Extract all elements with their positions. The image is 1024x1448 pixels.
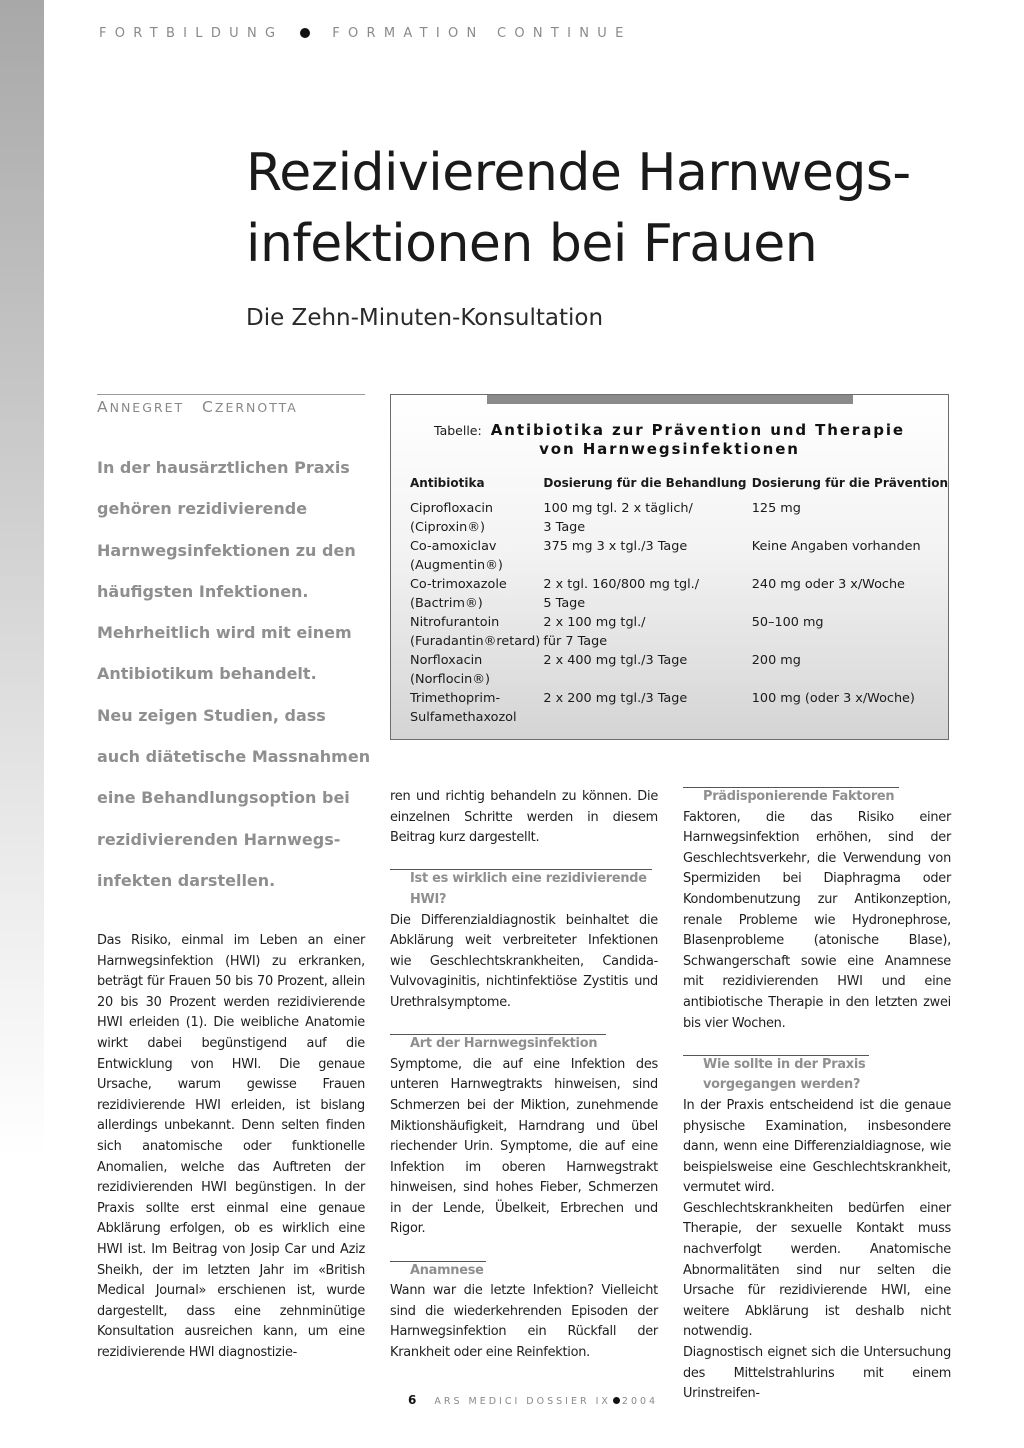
footer-dot-icon — [613, 1397, 620, 1404]
author-first-initial: A — [97, 398, 110, 416]
bullet-dot-icon — [300, 28, 310, 38]
lead-line: Neu zeigen Studien, dass — [97, 705, 326, 725]
section-heading-praedisponierend: Prädisponierende Faktoren — [683, 787, 951, 808]
lead-line: rezidivierenden Harnwegs- — [97, 829, 341, 849]
cell-drug-line: (Bactrim®) — [410, 596, 483, 611]
lead-paragraph — [97, 447, 369, 901]
column-2 — [390, 787, 658, 1364]
table-label: Tabelle: — [434, 423, 482, 438]
cell-prevention-line: 240 mg oder 3 x/Woche — [751, 577, 905, 592]
cell-drug — [410, 651, 543, 689]
author-byline — [97, 394, 365, 416]
lead-line: Harnwegsinfektionen zu den — [97, 540, 356, 560]
cell-treatment — [543, 689, 751, 727]
cell-treatment — [543, 651, 751, 689]
article-title — [246, 138, 1006, 280]
cell-prevention — [752, 689, 948, 727]
cell-drug — [410, 613, 543, 651]
section-body-praxis-2: Geschlechtskrankheiten bedürfen einer Therapie, der sexuelle Kontakt muss nachverfolgt werden. Anatomische Abnormalitäten sind nur selten die Ursache für rezidivierende HWI, eine weitere Abklärung ist deshalb nicht notwendig. — [683, 1200, 951, 1340]
section-body-hwi: Die Differenzialdiagnostik beinhaltet die Abklärung weit verbreiteter Infektionen wie Geschlechtskrankheiten, Candida-Vulvovaginitis, nichtinfektiöse Zystitis und Urethralsymptome. — [390, 912, 658, 1010]
cell-drug-line: (Furadantin®retard) — [410, 634, 541, 649]
table-header-row — [410, 474, 948, 499]
cell-drug-line: Nitrofurantoin — [410, 615, 500, 630]
header-prevention: Dosierung für die Prävention — [751, 476, 948, 490]
author-last-rest: ZERNOTTA — [214, 400, 298, 415]
cell-treatment — [543, 499, 751, 537]
cell-prevention-line: Keine Angaben vorhanden — [751, 539, 921, 554]
header-drug: Antibiotika — [410, 476, 485, 490]
cell-treatment-line: 375 mg 3 x tgl./3 Tage — [543, 539, 688, 554]
page-footer — [408, 1393, 658, 1407]
kicker-right: FORMATION CONTINUE — [332, 26, 632, 41]
column-1 — [97, 931, 365, 1363]
antibiotics-table — [410, 474, 948, 727]
lead-line: Antibiotikum behandelt. — [97, 664, 317, 684]
cell-treatment — [543, 537, 751, 575]
table-row — [410, 613, 948, 651]
article-subtitle: Die Zehn-Minuten-Konsultation — [246, 305, 604, 331]
table-tab-decoration — [487, 395, 853, 404]
cell-drug — [410, 499, 543, 537]
section-body-praxis-1: In der Praxis entscheidend ist die genaue physische Examination, insbesondere dann, wenn eine Differenzialdiagnose, wie beispielsweise eine Geschlechtskrankheit, vermutet wird. — [683, 1097, 951, 1196]
table-title-line-1: Antibiotika zur Prävention und Therapie — [490, 421, 905, 439]
cell-treatment-line: 2 x 200 mg tgl./3 Tage — [543, 691, 688, 706]
cell-drug — [410, 575, 543, 613]
intro-paragraph: Das Risiko, einmal im Leben an einer Harnwegsinfektion (HWI) zu erkranken, beträgt für Frauen 50 bis 70 Prozent, allein 20 bis 30 Prozent werden rezidivierende HWI erleiden (1). Die weibliche Anatomie wirkt dabei begünstigend auf die Entwicklung von HWI. Die genaue Ursache, warum gewisse Frauen rezidivierende HWI erleiden, ist bislang allerdings unbekannt. Denn selten finden sich anatomische oder funktionelle Anomalien, welche das Auftreten der rezidivierenden HWI begünstigen. In der Praxis sollte erst einmal eine genaue Abklärung erfolgen, ob es wirklich eine HWI ist. Im Beitrag von Josip Car und Aziz Sheikh, der im letzten Jahr im «British Medical Journal» erschienen ist, wurde dargestellt, dass eine zehnminütige Konsultation ausreichen kann, um eine rezidivierende HWI diagnostizie- — [97, 933, 365, 1360]
section-heading-hwi: Ist es wirklich eine rezidivierende HWI? — [390, 869, 658, 910]
lead-line: häufigsten Infektionen. — [97, 581, 309, 601]
cell-drug-line: (Ciproxin®) — [410, 520, 486, 535]
cell-prevention-line: 125 mg — [751, 501, 801, 516]
cell-prevention-line: 50–100 mg — [751, 615, 824, 630]
cell-treatment-line: 100 mg tgl. 2 x täglich/ — [543, 501, 693, 516]
lead-line: auch diätetische Massnahmen — [97, 747, 371, 767]
table-row — [410, 499, 948, 537]
section-heading-anamnese: Anamnese — [390, 1261, 658, 1282]
cell-drug-line: (Augmentin®) — [410, 558, 503, 573]
section-body-praedisponierend: Faktoren, die das Risiko einer Harnwegsinfektion erhöhen, sind der Geschlechtsverkehr, die Verwendung von Spermiziden bei Diaphragma oder Kondombenutzung zur Antikonzeption, renale Probleme wie Hydronephrose, Blasenprobleme (atonische Blase), Schwangerschaft sowie eine Anamnese mit rezidivierenden HWI und eine antibiotische Therapie in den letzten zwei bis vier Wochen. — [683, 809, 951, 1031]
cell-drug-line: Co-amoxiclav — [410, 539, 497, 554]
cell-prevention — [752, 651, 948, 689]
antibiotics-table-panel — [390, 394, 949, 740]
table-row — [410, 575, 948, 613]
table-row — [410, 651, 948, 689]
section-body-art: Symptome, die auf eine Infektion des unteren Harnwegtrakts hinweisen, sind Schmerzen bei der Miktion, zunehmende Miktionshäufigkeit, Harndrang und übel riechender Urin. Symptome, die auf eine Infektion im oberen Harnwegstrakt hinweisen, sind hohes Fieber, Schmerzen in der Lende, Übelkeit, Erbrechen und Rigor. — [390, 1056, 658, 1237]
side-gradient-bar — [0, 0, 44, 1448]
cell-treatment — [543, 613, 751, 651]
cell-treatment-line: 2 x 100 mg tgl./ — [543, 615, 646, 630]
section-kicker — [99, 26, 632, 41]
lead-line: gehören rezidivierende — [97, 499, 308, 519]
cell-drug-line: Sulfamethaxozol — [410, 710, 517, 725]
table-title-line-2: von Harnwegsinfektionen — [539, 440, 800, 458]
author-first-name — [97, 400, 184, 415]
cell-drug-line: (Norflocin®) — [410, 672, 491, 687]
cell-treatment-line: 3 Tage — [543, 520, 586, 535]
cell-drug — [410, 537, 543, 575]
lead-line: eine Behandlungsoption bei — [97, 788, 350, 808]
cell-drug-line: Co-trimoxazole — [410, 577, 507, 592]
cell-prevention-line: 200 mg — [751, 653, 801, 668]
section-heading-art: Art der Harnwegsinfektion — [390, 1034, 658, 1055]
cell-prevention — [752, 575, 948, 613]
table-row — [410, 689, 948, 727]
cell-drug-line: Norfloxacin — [410, 653, 483, 668]
author-last-initial: C — [202, 398, 215, 416]
cell-treatment-line: 2 x 400 mg tgl./3 Tage — [543, 653, 688, 668]
table-row — [410, 537, 948, 575]
cell-drug-line: Ciprofloxacin — [410, 501, 494, 516]
table-caption — [391, 420, 948, 459]
cell-treatment-line: für 7 Tage — [543, 634, 608, 649]
cell-prevention — [752, 613, 948, 651]
cell-prevention-line: 100 mg (oder 3 x/Woche) — [751, 691, 915, 706]
lead-line: In der hausärztlichen Praxis — [97, 458, 350, 477]
author-first-rest: NNEGRET — [109, 400, 185, 415]
section-body-anamnese: Wann war die letzte Infektion? Vielleicht sind die wiederkehrenden Episoden der Harnwegsinfektion ein Rückfall der Krankheit oder eine Reinfektion. — [390, 1283, 658, 1361]
column-3 — [683, 787, 951, 1405]
kicker-left: FORTBILDUNG — [99, 26, 284, 41]
lead-line: infekten darstellen. — [97, 870, 276, 890]
title-line-2: infektionen bei Frauen — [246, 214, 818, 274]
journal-year: 2004 — [621, 1396, 659, 1407]
page-number: 6 — [408, 1393, 417, 1407]
journal-name: ARS MEDICI DOSSIER IX — [434, 1396, 611, 1407]
intro-continuation: ren und richtig behandeln zu können. Die einzelnen Schritte werden in diesem Beitrag kurz dargestellt. — [390, 789, 658, 846]
cell-prevention — [752, 499, 948, 537]
lead-line: Mehrheitlich wird mit einem — [97, 623, 352, 643]
section-body-praxis-3: Diagnostisch eignet sich die Untersuchung des Mittelstrahlurins mit einem Urinstreifen- — [683, 1345, 951, 1402]
author-last-name — [202, 400, 298, 415]
cell-drug-line: Trimethoprim- — [410, 691, 501, 706]
cell-treatment — [543, 575, 751, 613]
title-line-1: Rezidivierende Harnwegs- — [246, 143, 911, 203]
cell-prevention — [752, 537, 948, 575]
cell-treatment-line: 5 Tage — [543, 596, 586, 611]
cell-drug — [410, 689, 543, 727]
section-heading-praxis: Wie sollte in der Praxis vorgegangen werden? — [683, 1055, 951, 1096]
cell-treatment-line: 2 x tgl. 160/800 mg tgl./ — [543, 577, 700, 592]
header-treatment: Dosierung für die Behandlung — [543, 476, 747, 490]
